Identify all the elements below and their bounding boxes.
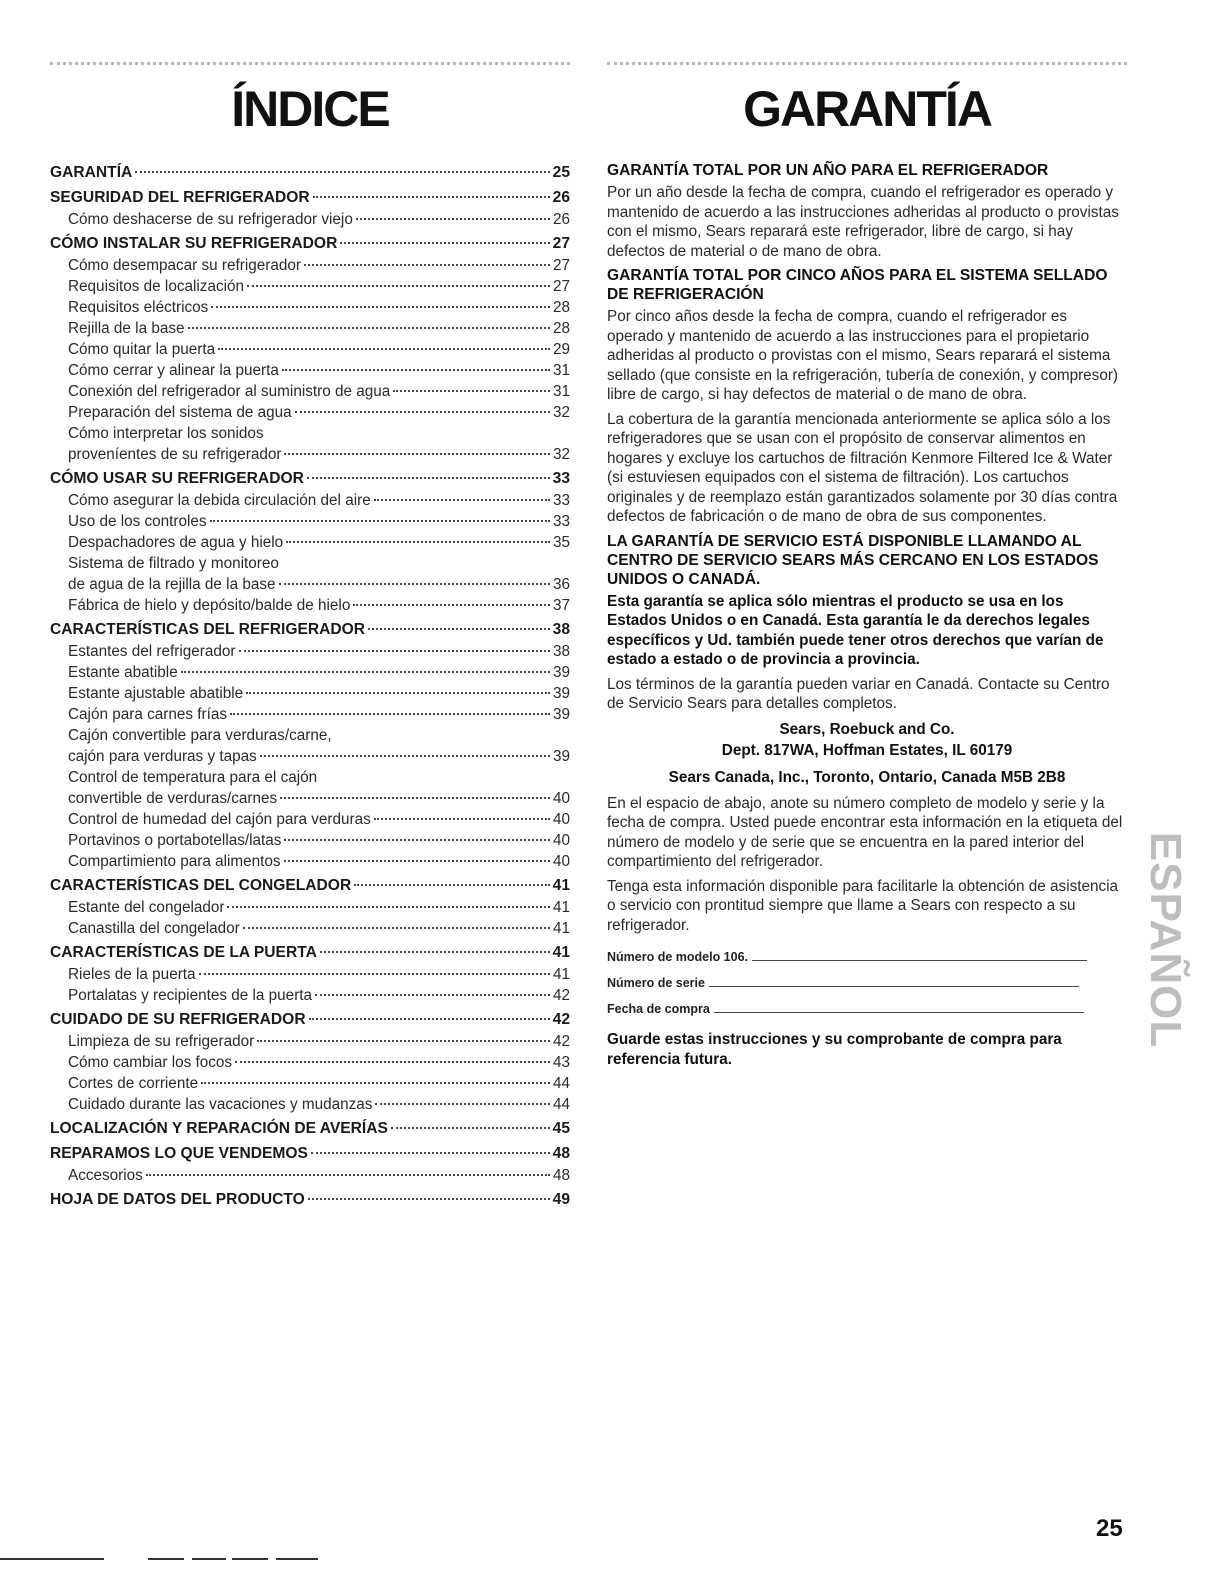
- toc-page-number: 26: [552, 211, 570, 228]
- dot-leader: [309, 1018, 550, 1020]
- dot-leader: [218, 348, 550, 350]
- dot-leader: [353, 604, 550, 606]
- toc-page-number: 32: [552, 404, 570, 421]
- toc-entry-label: CÓMO INSTALAR SU REFRIGERADOR: [50, 235, 338, 252]
- toc-page-number: 39: [552, 748, 570, 765]
- dot-leader: [257, 1040, 550, 1042]
- model-number-label: Número de modelo 106.: [607, 950, 749, 964]
- toc-page-number: 39: [552, 706, 570, 723]
- toc-entry-label-line: Cajón convertible para verduras/carne,: [68, 727, 332, 744]
- toc-subsection[interactable]: [50, 985, 570, 1006]
- dot-leader: [374, 499, 550, 501]
- dot-leader: [181, 671, 550, 673]
- crop-mark: [148, 1558, 184, 1560]
- dot-leader: [393, 390, 550, 392]
- dot-leader: [320, 951, 550, 953]
- toc-subsection[interactable]: [50, 830, 570, 851]
- crop-mark: [0, 1558, 104, 1560]
- toc-page-number: 32: [552, 446, 570, 463]
- toc-entry-label: proveníentes de su refrigerador: [68, 446, 282, 463]
- toc-page-number: 40: [552, 832, 570, 849]
- warranty-column: [607, 62, 1127, 1074]
- serial-number-field[interactable]: [607, 966, 1127, 990]
- toc-section[interactable]: [50, 1117, 570, 1140]
- toc-page-number: 31: [552, 362, 570, 379]
- dot-leader: [304, 264, 550, 266]
- toc-page-number: 43: [552, 1054, 570, 1071]
- toc-subsection[interactable]: [50, 1165, 570, 1186]
- toc-subsection[interactable]: [50, 788, 570, 809]
- toc-subsection[interactable]: [50, 360, 570, 381]
- toc-entry-label: Cómo quitar la puerta: [68, 341, 216, 358]
- top-rule: [50, 62, 570, 65]
- toc-subsection[interactable]: [50, 209, 570, 230]
- toc-section[interactable]: [50, 874, 570, 897]
- toc-entry-label: de agua de la rejilla de la base: [68, 576, 276, 593]
- dot-leader: [307, 477, 550, 479]
- dot-leader: [230, 713, 550, 715]
- dot-leader: [375, 1103, 550, 1105]
- toc-page-number: 39: [552, 685, 570, 702]
- dot-leader: [247, 285, 550, 287]
- five-year-heading: GARANTÍA TOTAL POR CINCO AÑOS PARA EL SISTEMA SELLADO DE REFRIGERACIÓN: [607, 267, 1108, 303]
- toc-subsection[interactable]: [50, 490, 570, 511]
- five-year-text: Por cinco años desde la fecha de compra, cuando el refrigerador es operado y mantenido de acuerdo a las instrucciones para el propietario adheridas al producto o provistas con el mismo, Sears reparará el sistema sellado (que consiste en la refrigeración, tubería de conexión, y compresor) libre de cargo, si hay defectos de material o de mano de obra.: [607, 308, 1119, 403]
- crop-mark: [232, 1558, 268, 1560]
- toc-subsection[interactable]: [50, 641, 570, 662]
- toc-entry-label: Uso de los controles: [68, 513, 207, 530]
- toc-entry-label-line: Control de temperatura para el cajón: [68, 769, 318, 786]
- toc-subsection[interactable]: [50, 444, 570, 465]
- toc-entry-label: Cortes de corriente: [68, 1075, 199, 1092]
- dot-leader: [356, 218, 550, 220]
- toc-page-number: 41: [552, 899, 570, 916]
- toc-entry-label: Canastilla del congelador: [68, 920, 240, 937]
- crop-mark: [192, 1558, 226, 1560]
- table-of-contents: [50, 161, 570, 1211]
- crop-mark: [276, 1558, 318, 1560]
- toc-entry-label: CARACTERÍSTICAS DEL CONGELADOR: [50, 877, 352, 894]
- toc-subsection[interactable]: [50, 897, 570, 918]
- dot-leader: [243, 927, 550, 929]
- toc-page-number: 25: [552, 164, 570, 181]
- dot-leader: [340, 242, 549, 244]
- dot-leader: [282, 369, 550, 371]
- toc-page-number: 40: [552, 811, 570, 828]
- page-number: 25: [1096, 1515, 1123, 1542]
- purchase-date-line[interactable]: [714, 1012, 1084, 1013]
- toc-subsection[interactable]: [50, 532, 570, 553]
- address-line-2: Dept. 817WA, Hoffman Estates, IL 60179: [721, 741, 1013, 759]
- toc-entry-label: SEGURIDAD DEL REFRIGERADOR: [50, 189, 310, 206]
- index-title: ÍNDICE: [231, 81, 389, 137]
- toc-entry-label: Estante del congelador: [68, 899, 225, 916]
- toc-page-number: 31: [552, 383, 570, 400]
- toc-entry-label: GARANTÍA: [50, 164, 133, 181]
- toc-entry-label: Requisitos eléctricos: [68, 299, 209, 316]
- dot-leader: [295, 411, 550, 413]
- toc-entry-label: Rieles de la puerta: [68, 966, 196, 983]
- toc-subsection[interactable]: [50, 1052, 570, 1073]
- serial-number-label: Número de serie: [607, 976, 705, 990]
- toc-page-number: 33: [552, 470, 570, 487]
- keep-info-text: Tenga esta información disponible para facilitarle la obtención de asistencia o servicio con prontitud siempre que llame a Sears con respecto a su refrigerador.: [607, 877, 1119, 934]
- toc-entry-label: cajón para verduras y tapas: [68, 748, 257, 765]
- dot-leader: [280, 797, 550, 799]
- toc-page-number: 42: [552, 1011, 570, 1028]
- toc-subsection[interactable]: [50, 402, 570, 423]
- toc-subsection[interactable]: [50, 964, 570, 985]
- toc-entry-label: Requisitos de localización: [68, 278, 245, 295]
- dot-leader: [315, 994, 550, 996]
- toc-page-number: 49: [552, 1191, 570, 1208]
- toc-page-number: 41: [552, 966, 570, 983]
- toc-entry-label: Preparación del sistema de agua: [68, 404, 292, 421]
- dot-leader: [211, 306, 550, 308]
- toc-subsection[interactable]: [50, 574, 570, 595]
- toc-section[interactable]: [50, 1142, 570, 1165]
- serial-number-line[interactable]: [709, 986, 1079, 987]
- toc-entry-label: Despachadores de agua y hielo: [68, 534, 284, 551]
- toc-section[interactable]: [50, 1188, 570, 1211]
- toc-page-number: 44: [552, 1075, 570, 1092]
- toc-entry-label: Accesorios: [68, 1167, 143, 1184]
- dot-leader: [308, 1198, 550, 1200]
- toc-page-number: 44: [552, 1096, 570, 1113]
- toc-page-number: 26: [552, 189, 570, 206]
- toc-entry-label: Cómo cambiar los focos: [68, 1054, 233, 1071]
- dot-leader: [284, 860, 550, 862]
- toc-subsection[interactable]: [50, 704, 570, 725]
- dot-leader: [368, 628, 550, 630]
- dot-leader: [246, 692, 550, 694]
- toc-page-number: 33: [552, 513, 570, 530]
- toc-entry-label-line: Cómo interpretar los sonidos: [68, 425, 264, 442]
- toc-page-number: 29: [552, 341, 570, 358]
- toc-page-number: 48: [552, 1167, 570, 1184]
- toc-subsection[interactable]: [50, 1031, 570, 1052]
- canada-terms: Los términos de la garantía pueden variar en Canadá. Contacte su Centro de Servicio Sears para detalles completos.: [607, 675, 1110, 712]
- toc-entry-label: Portavinos o portabotellas/latas: [68, 832, 282, 849]
- toc-page-number: 27: [552, 278, 570, 295]
- toc-page-number: 33: [552, 492, 570, 509]
- toc-subsection[interactable]: [50, 1073, 570, 1094]
- model-number-field[interactable]: [607, 940, 1127, 964]
- toc-section[interactable]: [50, 467, 570, 490]
- toc-entry-label: Cuidado durante las vacaciones y mudanzas: [68, 1096, 373, 1113]
- toc-page-number: 27: [552, 235, 570, 252]
- toc-page-number: 28: [552, 299, 570, 316]
- toc-subsection[interactable]: [50, 511, 570, 532]
- toc-page-number: 41: [552, 944, 570, 961]
- toc-entry-label: LOCALIZACIÓN Y REPARACIÓN DE AVERÍAS: [50, 1120, 388, 1137]
- dot-leader: [201, 1082, 550, 1084]
- toc-entry-label: REPARAMOS LO QUE VENDEMOS: [50, 1145, 308, 1162]
- toc-subsection[interactable]: [50, 276, 570, 297]
- toc-page-number: 41: [552, 920, 570, 937]
- toc-entry-label: Cómo deshacerse de su refrigerador viejo: [68, 211, 353, 228]
- toc-entry-label: Cómo asegurar la debida circulación del aire: [68, 492, 371, 509]
- dot-leader: [135, 171, 549, 173]
- toc-entry-label: Estante ajustable abatible: [68, 685, 244, 702]
- dot-leader: [354, 884, 549, 886]
- toc-page-number: 38: [552, 643, 570, 660]
- toc-entry-label: CÓMO USAR SU REFRIGERADOR: [50, 470, 304, 487]
- toc-page-number: 37: [552, 597, 570, 614]
- toc-page-number: 36: [552, 576, 570, 593]
- toc-entry-label: Portalatas y recipientes de la puerta: [68, 987, 313, 1004]
- dot-leader: [227, 906, 550, 908]
- toc-page-number: 48: [552, 1145, 570, 1162]
- toc-entry-label: CARACTERÍSTICAS DEL REFRIGERADOR: [50, 621, 366, 638]
- toc-entry-label: Cómo desempacar su refrigerador: [68, 257, 301, 274]
- dot-leader: [235, 1061, 550, 1063]
- model-number-line[interactable]: [752, 960, 1087, 961]
- toc-subsection[interactable]: [50, 255, 570, 276]
- address-line-1: Sears, Roebuck and Co.: [779, 720, 955, 738]
- service-heading: LA GARANTÍA DE SERVICIO ESTÁ DISPONIBLE LLAMANDO AL CENTRO DE SERVICIO SEARS MÁS CERCANO EN LOS ESTADOS UNIDOS O CANADÁ.: [607, 532, 1099, 588]
- toc-entry-label: HOJA DE DATOS DEL PRODUCTO: [50, 1191, 305, 1208]
- one-year-heading: GARANTÍA TOTAL POR UN AÑO PARA EL REFRIGERADOR: [607, 162, 1049, 179]
- record-info-text: En el espacio de abajo, anote su número completo de modelo y serie y la fecha de compra. Usted puede encontrar esta información en la etiqueta del número de modelo y de serie que se encuentra en la pared interior del compartimiento del refrigerador.: [607, 794, 1123, 870]
- toc-page-number: 40: [552, 853, 570, 870]
- toc-section[interactable]: [50, 161, 570, 184]
- index-column: [50, 62, 570, 1211]
- toc-entry-label: Estantes del refrigerador: [68, 643, 236, 660]
- dot-leader: [311, 1152, 550, 1154]
- toc-subsection[interactable]: [50, 339, 570, 360]
- toc-entry-label: Rejilla de la base: [68, 320, 185, 337]
- toc-subsection[interactable]: [50, 1094, 570, 1115]
- toc-entry-label: Cómo cerrar y alinear la puerta: [68, 362, 279, 379]
- toc-subsection[interactable]: [50, 595, 570, 616]
- toc-entry-label: Cajón para carnes frías: [68, 706, 227, 723]
- toc-entry-label: Compartimiento para alimentos: [68, 853, 281, 870]
- bottom-crop-marks: [0, 1558, 340, 1564]
- toc-subsection[interactable]: [50, 851, 570, 872]
- dot-leader: [260, 755, 550, 757]
- top-rule: [607, 62, 1127, 65]
- toc-page-number: 35: [552, 534, 570, 551]
- toc-entry-label: Conexión del refrigerador al suministro de agua: [68, 383, 391, 400]
- toc-entry-label-line: Sistema de filtrado y monitoreo: [68, 555, 279, 572]
- dot-leader: [313, 196, 550, 198]
- purchase-date-label: Fecha de compra: [607, 1002, 710, 1016]
- toc-entry-label: convertible de verduras/carnes: [68, 790, 278, 807]
- language-label: ESPAÑOL: [1141, 831, 1190, 1049]
- toc-entry-label: Estante abatible: [68, 664, 178, 681]
- toc-subsection[interactable]: [50, 746, 570, 767]
- toc-section[interactable]: [50, 232, 570, 255]
- purchase-date-field[interactable]: [607, 992, 1127, 1016]
- toc-page-number: 41: [552, 877, 570, 894]
- save-instructions: Guarde estas instrucciones y su comprobante de compra para referencia futura.: [607, 1031, 1062, 1068]
- toc-entry-label: CARACTERÍSTICAS DE LA PUERTA: [50, 944, 317, 961]
- usage-notice: Esta garantía se aplica sólo mientras el producto se usa en los Estados Unidos o en Canadá. Esta garantía le da derechos legales específicos y Ud. también puede tener otros derechos que varían de estado a estado o de provincia a provincia.: [607, 592, 1104, 668]
- toc-page-number: 39: [552, 664, 570, 681]
- one-year-text: Por un año desde la fecha de compra, cuando el refrigerador es operado y mantenido de acuerdo a las instrucciones adheridas al producto o provistas con el mismo, Sears reparará este refrigerador, libre de cargo, si hay defectos de material o de mano de obra.: [607, 184, 1119, 260]
- toc-page-number: 42: [552, 1033, 570, 1050]
- toc-page-number: 27: [552, 257, 570, 274]
- toc-subsection[interactable]: [50, 683, 570, 704]
- toc-page-number: 42: [552, 987, 570, 1004]
- toc-section[interactable]: [50, 186, 570, 209]
- coverage-text: La cobertura de la garantía mencionada anteriormente se aplica sólo a los refrigeradores que se usan con el propósito de conservar alimentos en hogares y excluye los cartuchos de filtración Kenmore Filtered Ice & Water (si estuviesen equipados con el sistema de filtración). Los cartuchos originales y de reemplazo están garantizados solamente por 30 días contra defectos de fabricación o de mano de obra de sus componentes.: [607, 410, 1118, 525]
- toc-subsection[interactable]: [50, 662, 570, 683]
- dot-leader: [210, 520, 550, 522]
- dot-leader: [188, 327, 550, 329]
- toc-subsection[interactable]: [50, 381, 570, 402]
- toc-subsection[interactable]: [50, 297, 570, 318]
- toc-subsection[interactable]: [50, 809, 570, 830]
- dot-leader: [374, 818, 550, 820]
- toc-entry-label: CUIDADO DE SU REFRIGERADOR: [50, 1011, 306, 1028]
- language-side-tab: [1141, 820, 1190, 1060]
- dot-leader: [279, 583, 550, 585]
- toc-page-number: 38: [552, 621, 570, 638]
- dot-leader: [286, 541, 550, 543]
- toc-page-number: 28: [552, 320, 570, 337]
- toc-entry-label: Fábrica de hielo y depósito/balde de hielo: [68, 597, 351, 614]
- toc-page-number: 45: [552, 1120, 570, 1137]
- address-line-3: Sears Canada, Inc., Toronto, Ontario, Canada M5B 2B8: [668, 768, 1066, 786]
- toc-entry-label: Control de humedad del cajón para verduras: [68, 811, 371, 828]
- toc-section[interactable]: [50, 1008, 570, 1031]
- dot-leader: [239, 650, 550, 652]
- dot-leader: [284, 453, 550, 455]
- dot-leader: [199, 973, 550, 975]
- warranty-title: GARANTÍA: [743, 81, 991, 137]
- dot-leader: [284, 839, 550, 841]
- dot-leader: [146, 1174, 550, 1176]
- toc-subsection[interactable]: [50, 918, 570, 939]
- toc-page-number: 40: [552, 790, 570, 807]
- toc-section[interactable]: [50, 618, 570, 641]
- toc-entry-label: Limpieza de su refrigerador: [68, 1033, 255, 1050]
- dot-leader: [391, 1127, 550, 1129]
- toc-section[interactable]: [50, 941, 570, 964]
- toc-subsection[interactable]: [50, 318, 570, 339]
